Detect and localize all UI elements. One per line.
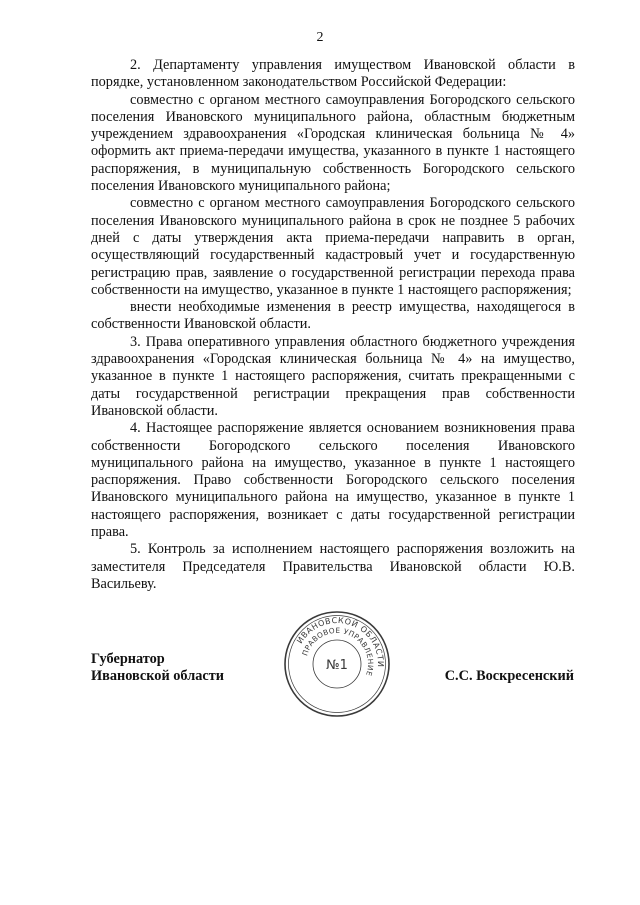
document-body <box>91 57 575 593</box>
paragraph-2-item-1: совместно с органом местного самоуправления Богородского сельского поселения Ивановского муниципального района, областным бюджетным учреждением здравоохранения «Городская клиническая больница № 4» оформить акт приема-передачи имущества, указанного в пункте 1 настоящего распоряжения, в муниципальную собственность Богородского сельского поселения Ивановского муниципального района; <box>91 91 575 195</box>
stamp-seal-graphic <box>282 609 392 719</box>
paragraph-5: 5. Контроль за исполнением настоящего распоряжения возложить на заместителя Председателя Правительства Ивановской области Ю.В. Васильеву. <box>91 541 575 592</box>
stamp-number: №1 <box>326 658 348 673</box>
signatory-title-line1: Губернатор <box>91 651 165 667</box>
signatory-title-line2: Ивановской области <box>91 668 224 684</box>
page-number: 2 <box>316 30 324 45</box>
signatory-title <box>91 651 224 685</box>
paragraph-2-item-3: внести необходимые изменения в реестр имущества, находящегося в собственности Ивановской области. <box>91 299 575 333</box>
paragraph-4: 4. Настоящее распоряжение является основанием возникновения права собственности Богородского сельского поселения Ивановского муниципального района на имущество, указанное в пункте 1 настоящего распоряжения. Право собственности Богородского сельского поселения Ивановского муниципального района на имущество, указанное в пункте 1 настоящего распоряжения, возникает с даты государственной регистрации права. <box>91 420 575 541</box>
stamp-outer-text: ИВАНОВСКОЙ ОБЛАСТИ <box>295 615 386 668</box>
signatory-name: С.С. Воскресенский <box>444 668 574 684</box>
paragraph-2: 2. Департаменту управления имуществом Ивановской области в порядке, установленном законодательством Российской Федерации: <box>91 57 575 91</box>
paragraph-2-item-2: совместно с органом местного самоуправления Богородского сельского поселения Ивановского муниципального района в срок не позднее 5 рабочих дней с даты утверждения акта приема-передачи направить в орган, осуществляющий государственный кадастровый учет и государственную регистрацию прав, заявление о государственной регистрации перехода права собственности на имущество, указанное в пункте 1 настоящего распоряжения; <box>91 195 575 298</box>
paragraph-3: 3. Права оперативного управления областного бюджетного учреждения здравоохранения «Городская клиническая больница № 4» на имущество, указанное в пункте 1 настоящего распоряжения, считать прекращенными с даты государственной регистрации прекращения прав собственности Ивановской области. <box>91 333 575 419</box>
official-stamp <box>282 609 392 719</box>
stamp-inner-text: ПРАВОВОЕ УПРАВЛЕНИЕ <box>300 625 376 678</box>
